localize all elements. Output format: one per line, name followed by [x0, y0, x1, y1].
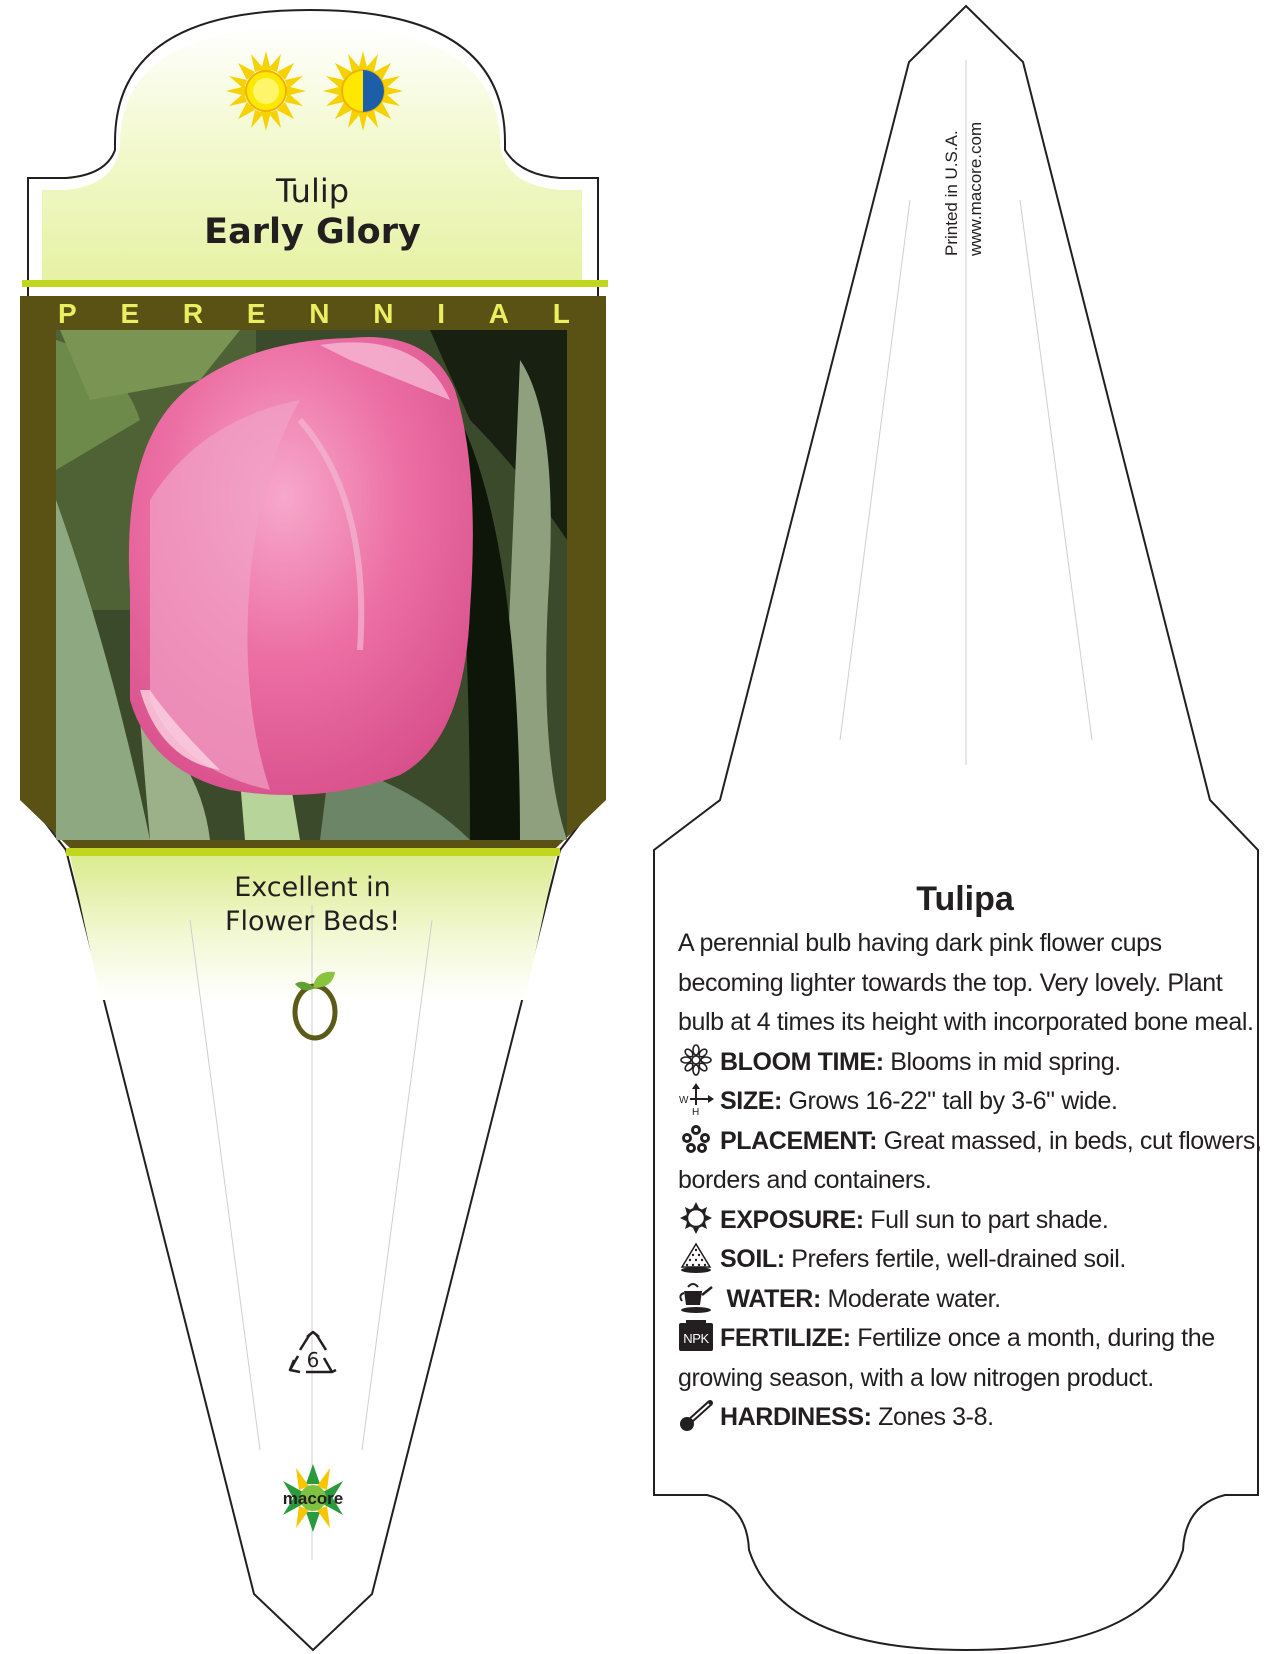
care-exposure: [678, 1201, 1253, 1241]
care-hardiness: [678, 1398, 1253, 1438]
brand-name: macore: [282, 1489, 344, 1508]
size-icon: [678, 1083, 714, 1115]
recycle-icon: [288, 1330, 338, 1378]
soil-label: SOIL:: [720, 1245, 785, 1273]
category-letter: E: [120, 298, 140, 329]
size-icon-w: W: [679, 1095, 689, 1106]
tulip-photo: [56, 330, 567, 840]
bloom-time-value: Blooms in mid spring.: [890, 1047, 1121, 1076]
hardiness-label: HARDINESS:: [720, 1403, 872, 1431]
bloom-time-label: BLOOM TIME:: [720, 1047, 884, 1076]
placement-label: PLACEMENT:: [720, 1126, 878, 1155]
placement-value: Great massed, in beds, cut flowers,: [883, 1126, 1262, 1155]
category-letter: L: [552, 298, 570, 329]
tagline-line: Flower Beds!: [224, 906, 401, 937]
description-line: becoming lighter towards the top. Very lovely. Plant: [678, 968, 1223, 997]
soil-value: Prefers fertile, well-drained soil.: [791, 1245, 1126, 1273]
botanical-name: Tulipa: [916, 880, 1014, 918]
exposure-value: Full sun to part shade.: [870, 1205, 1109, 1234]
flower-icon: [678, 1044, 714, 1076]
sun-outline-icon: [678, 1202, 714, 1234]
category-letter: N: [373, 298, 394, 329]
description-line: A perennial bulb having dark pink flower cups: [678, 929, 1162, 957]
print-notice: [942, 50, 1102, 260]
care-bloom-time: [678, 1043, 1253, 1083]
fertilize-value-cont: growing season, with a low nitrogen product.: [678, 1363, 1154, 1392]
water-label: WATER:: [726, 1284, 821, 1313]
size-value: Grows 16-22" tall by 3-6" wide.: [788, 1087, 1118, 1115]
description-line: bulb at 4 times its height with incorporated bone meal.: [678, 1008, 1254, 1036]
npk-icon: [678, 1320, 714, 1352]
care-water: [678, 1280, 1253, 1320]
placement-icon: [678, 1123, 714, 1155]
soil-icon: [678, 1241, 714, 1273]
watering-can-icon: [678, 1281, 714, 1313]
size-label: SIZE:: [720, 1087, 782, 1115]
category-letter: A: [488, 298, 510, 329]
category-letter: I: [437, 298, 446, 329]
category-letter: P: [58, 298, 77, 329]
care-fertilize: [678, 1319, 1253, 1359]
care-soil: [678, 1240, 1253, 1280]
care-placement: [678, 1122, 1262, 1162]
category-label: [58, 298, 570, 330]
recycle-code: 6: [306, 1348, 320, 1372]
size-icon-h: H: [692, 1107, 699, 1115]
accent-stripe-bottom: [66, 848, 560, 856]
category-letter: R: [182, 298, 204, 329]
care-description: [678, 884, 1262, 1438]
category-letter: E: [246, 298, 266, 329]
care-size: [678, 1082, 1253, 1122]
plant-variety-title: Early Glory: [204, 212, 421, 252]
placement-value-cont: borders and containers.: [678, 1166, 932, 1194]
thermometer-icon: [678, 1399, 714, 1431]
fertilize-label: FERTILIZE:: [720, 1324, 851, 1352]
sprout-bulb-icon: [285, 966, 345, 1046]
tagline: [160, 871, 465, 939]
hardiness-value: Zones 3-8.: [878, 1403, 994, 1431]
exposure-label: EXPOSURE:: [720, 1205, 864, 1234]
macore-logo: [272, 1462, 354, 1534]
tagline-line: Excellent in: [234, 872, 391, 903]
npk-icon-text: NPK: [683, 1331, 709, 1346]
category-letter: N: [309, 298, 330, 329]
part-sun-icon: [318, 45, 408, 135]
printed-in: Printed in U.S.A.: [942, 130, 961, 256]
plant-genus-title: Tulip: [275, 172, 350, 210]
accent-stripe-top: [22, 280, 608, 287]
fertilize-value: Fertilize once a month, during the: [857, 1324, 1215, 1352]
website: www.macore.com: [966, 121, 985, 256]
water-value: Moderate water.: [827, 1284, 1001, 1313]
